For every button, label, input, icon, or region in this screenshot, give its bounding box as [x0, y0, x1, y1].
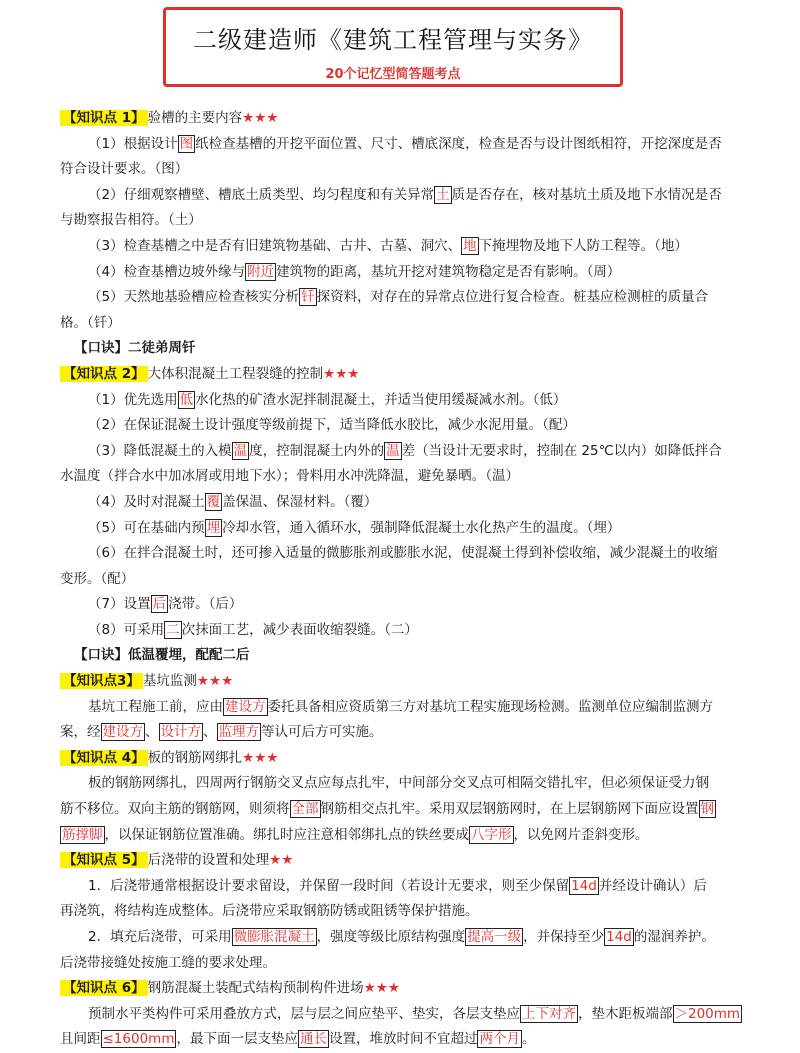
section-1-heading — [60, 106, 750, 132]
key-term: 14d — [571, 877, 597, 894]
paragraph-line: 预制水平类构件可采用叠放方式，层与层之间应垫平、垫实，各层支垫应 上下对齐 ，垫木距板端部 ＞200mm — [88, 1005, 741, 1022]
paragraph-line: 后浇带接缝处按施工缝的要求处理。 — [60, 954, 276, 971]
paragraph-line: （3）降低混凝土的入模 温 度，控制混凝土内外的 温 差（当设计无要求时，控制在 25℃以内）如降低拌合 — [88, 442, 722, 459]
section-heading: 基坑监测 — [142, 673, 197, 690]
section-heading: 验槽的主要内容 — [147, 110, 243, 126]
paragraph-line: （2）在保证混凝土设计强度等级前提下，适当降低水胶比，减少水泥用量。（配） — [88, 417, 576, 434]
key-term: 提高一级 — [467, 929, 522, 945]
star-rating: ★★★ — [242, 749, 279, 766]
key-term: 建设方 — [102, 724, 143, 741]
paragraph-line: （4）及时对混凝土 覆 盖保温、保湿材料。（覆） — [88, 493, 378, 510]
section-5-heading — [60, 848, 750, 874]
section-tag: 【知识点 6】 — [60, 980, 148, 996]
key-term: 附近 — [247, 263, 275, 280]
star-rating: ★★★ — [242, 110, 279, 126]
document-body — [60, 106, 750, 1053]
key-term: 建设方 — [225, 698, 266, 715]
section-tag: 【知识点3】 — [60, 673, 143, 689]
key-term: 钢 — [700, 801, 714, 818]
paragraph-line: 与勘察报告相符。（土） — [60, 212, 202, 229]
paragraph-line: 筋撑脚 ，以保证钢筋位置准确。绑扎时应注意相邻绑扎点的铁丝要成 八字形 ，以免网片歪斜变形。 — [62, 826, 649, 843]
section-6-heading — [60, 976, 750, 1002]
section-heading: 钢筋混凝土装配式结构预制构件进场 — [147, 980, 364, 997]
star-rating: ★★★ — [363, 980, 400, 997]
paragraph-line: （1）根据设计 图 纸检查基槽的开挖平面位置、尺寸、槽底深度，检查是否与设计图纸相符，开挖深度是否 — [88, 135, 722, 152]
key-term: 通长 — [299, 1031, 327, 1048]
paragraph-line: 筋不移位。双向主筋的钢筋网，则须将 全部 钢筋相交点扎牢。采用双层钢筋网时，在上层钢筋网下面应设置 钢 — [60, 801, 714, 818]
section-tag: 【知识点 4】 — [60, 750, 148, 766]
key-term: 监理方 — [218, 724, 259, 741]
page-title: 二级建造师《建筑工程管理与实务》 — [193, 26, 593, 54]
section-tag: 【知识点 1】 — [60, 110, 148, 126]
section-tag: 【知识点 2】 — [60, 366, 148, 382]
key-term: ≤1600mm — [102, 1031, 175, 1048]
title-box — [163, 7, 623, 87]
key-term: 覆 — [206, 493, 221, 510]
paragraph-line: 且间距 ≤1600mm ，最下面一层支垫应 通长 设置，堆放时间不宜超过 两个月 。 — [60, 1031, 536, 1048]
paragraph-line: 板的钢筋网绑扎，四周两行钢筋交叉点应每点扎牢，中间部分交叉点可相隔交错扎牢，但必须保证受力钢 — [88, 775, 709, 792]
paragraph-line: （8）可采用 二 次抹面工艺，减少表面收缩裂缝。（二） — [88, 621, 418, 638]
paragraph-line: 案，经 建设方 、 设计方 、 监理方 等认可后方可实施。 — [60, 724, 383, 741]
paragraph-line: （3）检查基槽之中是否有旧建筑物基础、古井、古墓、洞穴、 地 下掩埋物及地下人防工程等。（地） — [88, 237, 688, 254]
key-term: 钎 — [301, 289, 315, 306]
key-term: 温 — [233, 442, 248, 459]
section-3-heading — [60, 669, 750, 695]
paragraph-line: 水温度（拌合水中加冰屑或用地下水）；骨料用水冲洗降温，避免暴晒。（温） — [60, 468, 519, 485]
key-term: 图 — [179, 135, 194, 152]
star-rating: ★★★ — [323, 365, 360, 382]
paragraph-line: 变形。（配） — [60, 570, 135, 587]
key-term: 设计方 — [160, 724, 201, 741]
key-term: 八字形 — [471, 826, 512, 843]
star-rating: ★★★ — [196, 673, 234, 690]
key-term: 埋 — [206, 519, 221, 536]
key-term: 上下对齐 — [522, 1005, 576, 1022]
section-2-heading — [60, 362, 750, 388]
paragraph-line: （5）天然地基验槽应检查核实分析 钎 探资料，对存在的异常点位进行复合检查。桩基应检测桩的质量合 — [88, 289, 709, 306]
mnemonic: 【口诀】二徒弟周钎 — [74, 340, 196, 357]
paragraph-line: （1）优先选用 低 水化热的矿渣水泥拌制混凝土，并适当使用缓凝减水剂。（低） — [88, 391, 567, 408]
key-term: 二 — [166, 621, 180, 638]
key-term: 微膨胀混凝土 — [233, 929, 315, 945]
paragraph-line: （4）检查基槽边坡外缘与 附近 建筑物的距离，基坑开挖对建筑物稳定是否有影响。（周） — [88, 263, 621, 280]
key-term: 低 — [179, 391, 194, 408]
paragraph-line: （2）仔细观察槽壁、槽底土质类型、均匀程度和有关异常 土 质是否存在，核对基坑土质及地下水情况是否 — [88, 186, 722, 203]
paragraph-line: 格。（钎） — [60, 314, 121, 331]
paragraph-line: 基坑工程施工前，应由 建设方 委托具备相应资质第三方对基坑工程实施现场检测。监测单位应编制监测方 — [88, 698, 713, 715]
paragraph-line: （7）设置 后 浇带。（后） — [88, 596, 243, 613]
key-term: 全部 — [291, 801, 319, 818]
key-term: 温 — [386, 442, 400, 459]
key-term: 后 — [152, 596, 167, 613]
section-heading: 大体积混凝土工程裂缝的控制 — [147, 365, 324, 382]
key-term: 筋撑脚 — [62, 826, 103, 843]
paragraph-line: （5）可在基础内预 埋 冷却水管，通入循环水，强制降低混凝土水化热产生的温度。（埋） — [88, 519, 621, 536]
section-4-heading — [60, 746, 750, 772]
page-subtitle: 20个记忆型简答题考点 — [325, 67, 461, 82]
paragraph-line: 符合设计要求。（图） — [60, 161, 189, 178]
key-term: 两个月 — [479, 1031, 520, 1048]
section-heading: 后浇带的设置和处理 — [147, 852, 270, 869]
paragraph-line: 1．后浇带通常根据设计要求留设，并保留一段时间（若设计无要求，则至少保留 14d 并经设计确认）后 — [88, 877, 707, 894]
section-heading: 板的钢筋网绑扎 — [147, 749, 243, 766]
section-tag: 【知识点 5】 — [60, 852, 148, 868]
key-term: ＞200mm — [674, 1005, 741, 1022]
paragraph-line: 2．填充后浇带，可采用 微膨胀混凝土 ，强度等级比原结构强度 提高一级 ，并保持至少 14d 的湿润养护。 — [88, 929, 715, 945]
paragraph-line: 再浇筑，将结构连成整体。后浇带应采取钢筋防锈或阻锈等保护措施。 — [60, 903, 479, 920]
key-term: 土 — [436, 186, 450, 203]
star-rating: ★★ — [269, 852, 294, 869]
mnemonic: 【口诀】低温覆埋，配配二后 — [74, 647, 250, 664]
paragraph-line: （6）在拌合混凝土时，还可掺入适量的微膨胀剂或膨胀水泥，使混凝土得到补偿收缩，减少混凝土的收缩 — [88, 545, 718, 562]
key-term: 地 — [463, 237, 477, 254]
key-term: 14d — [606, 929, 632, 945]
